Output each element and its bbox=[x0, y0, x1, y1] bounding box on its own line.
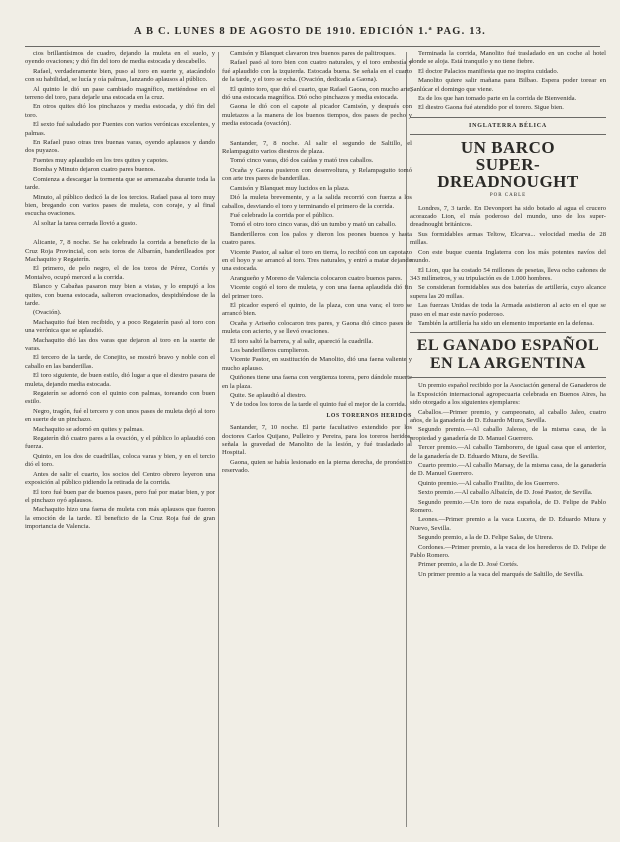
paragraph: Camisón y Blanquet muy lucidos en la plaza. bbox=[230, 184, 350, 192]
paragraph: Y de todos los toros de la tarde el quinto fué el mejor de la corrida. bbox=[230, 401, 407, 409]
paragraph: Se consideran formidables sus dos baterías de artillería, cuyo alcance supera las 20 millas. bbox=[410, 284, 606, 300]
paragraph: Machaquito se adornó en quites y palmas. bbox=[33, 425, 144, 433]
paragraph: Gaona, quien se había lesionado en la pierna derecha, de pronóstico reservado. bbox=[222, 458, 412, 475]
paragraph: Santander, 7, 8 noche. Al salir el segundo de Saltillo, el Relampaguito varios diestros de plaza. bbox=[222, 139, 412, 156]
paragraph: Cuarto premio.—Al caballo Marsay, de la misma casa, de la ganadería de D. Manuel Guerrero. bbox=[410, 462, 606, 478]
paragraph: Segundo premio.—Al caballo Jaleoso, de la misma casa, de la propiedad y ganadería de D. Manuel Guerrero. bbox=[410, 426, 606, 442]
paragraph: Manolito quiere salir mañana para Bilbao. Espera poder torear en Sanlúcar el domingo que viene. bbox=[410, 77, 606, 93]
paragraph: Dió la muleta brevemente, y a la salida recorrió con fuerza a los caballos, desviando el toro y terminando el primero de la corrida. bbox=[222, 194, 412, 210]
column-2 bbox=[222, 50, 412, 830]
paragraph: Tomó el otro toro cinco varas, dió un tumbo y mató un caballo. bbox=[230, 221, 397, 229]
paragraph: También la artillería ha sido un elemento importante en la defensa. bbox=[418, 319, 594, 327]
paragraph: Tercer premio.—Al caballo Tamborero, de igual casa que el anterior, de la ganadería de D. Eduardo Miura, de Sevilla. bbox=[410, 444, 606, 460]
paragraph: Vicente Pastor, al saltar el toro en tierra, lo recibió con un capotazo en el hoyo y se arrancó al toro. Tres naturales, y entró a matar dejando una estocada. bbox=[222, 248, 412, 273]
paragraph: Vicente Pastor, en sustitución de Manolito, dió una faena valiente y mucho aplauso. bbox=[222, 356, 412, 372]
section-rule bbox=[410, 117, 606, 118]
column-1 bbox=[25, 50, 215, 830]
paragraph: Sexto premio.—Al caballo Albaicín, de D. José Pastor, de Sevilla. bbox=[418, 489, 593, 497]
paragraph: Bomba y Minuto dejaron cuatro pares buenos. bbox=[33, 166, 156, 174]
paragraph: Rafael pasó al toro bien con cuatro naturales, y el toro embestía y fué aplaudido con la izquierda. Estocada buena. Se señala en el cuarto de la tarde, y el toro se echa. (Ovación, dedicada a Gaona). bbox=[222, 59, 412, 84]
paragraph: Un primer premio a la vaca del marqués de Saltillo, de Sevilla. bbox=[418, 570, 584, 578]
paragraph: En otros quites dió los pinchazos y media estocada, y dió fin del toro. bbox=[25, 103, 215, 119]
paragraph: Los banderilleros cumplieron. bbox=[230, 347, 310, 354]
paragraph: (Ovación). bbox=[33, 309, 62, 317]
paragraph: Machaquito dió las dos varas que dejaron al toro en la suerte de varas. bbox=[25, 336, 215, 352]
paragraph: Londres, 7, 3 tarde. En Devonport ha sido botado al agua el crucero acorazado Lion, el más poderoso del mundo, uno de los super-dreadnought británicos. bbox=[410, 204, 606, 229]
paragraph: Tomó cinco varas, dió dos caídas y mató tres caballos. bbox=[230, 157, 374, 165]
paragraph: Blanco y Cabañas pasaron muy bien a vistas, y lo empujó a los quites, con buena estocada, salieron ovacionados, despidiéndose de la tarde. bbox=[25, 283, 215, 307]
paragraph: Al quinto le dió un pase cambiado magnífico, metiéndose en el terreno del toro, para dejarle una estocada en la cruz. bbox=[25, 85, 215, 102]
paragraph: Quinto premio.—Al caballo Frailito, de los Guerrero. bbox=[418, 479, 560, 487]
byline: POR CABLE bbox=[489, 193, 527, 199]
paragraph: El diestro Gaona fué atendido por el torero. Sigue bien. bbox=[418, 104, 564, 112]
section-kicker: INGLATERRA BÉLICA bbox=[468, 122, 547, 129]
section-rule bbox=[410, 134, 606, 135]
paragraph: El toro fué buen par de buenos pases, pero fué por matar bien, y por el pinchazo oyó aplausos. bbox=[25, 488, 215, 504]
paragraph: Antes de salir el cuarto, los socios del Centro obrero leyeron una exposición al público pidiendo la retirada de la corrida. bbox=[25, 470, 215, 487]
paragraph: Las fuerzas Unidas de toda la Armada asistieron al acto en el que se puso en el mar este navío poderoso. bbox=[410, 302, 606, 318]
paragraph: Santander, 7, 10 noche. El parte facultativo extendido por los doctores Carlos Quijano, Pulleiro y Pereira, para los toreros heridos, señala la gravedad de Manolito de la lesión, y fué trasladado al Hospital. bbox=[222, 424, 412, 457]
paragraph: El doctor Palacios manifiesta que no inspira cuidado. bbox=[418, 67, 559, 75]
paragraph: Sus formidables armas Teltow, Elcarva... velocidad media de 28 millas. bbox=[410, 230, 606, 247]
paragraph: Quiñones tiene una faena con vergüenza torera, pero dándole muerte en la plaza. bbox=[222, 374, 412, 390]
headline: EL GANADO ESPAÑOL EN LA ARGENTINA bbox=[416, 337, 600, 373]
section-rule bbox=[410, 332, 606, 333]
paragraph: Terminada la corrida, Manolito fué trasladado en un coche al hotel donde se aloja. Está tranquilo y no tiene fiebre. bbox=[410, 50, 606, 66]
paragraph: Primer premio, a la de D. José Cortés. bbox=[418, 561, 519, 569]
paragraph: Negro, tragón, fué el tercero y con unos pases de muleta dejó al toro en suerte de un pinchazo. bbox=[25, 407, 215, 424]
header-rule bbox=[25, 46, 600, 47]
paragraph: El toro saltó la barrera, y al salir, apareció la cuadrilla. bbox=[230, 337, 374, 345]
paragraph: Fué celebrado la corrida por el público. bbox=[230, 211, 334, 219]
paragraph: Segundo premio, a la de D. Felipe Salas, de Utrera. bbox=[418, 534, 554, 542]
paragraph: Machaquito fué bien recibido, y a poco Regaterín pasó al toro con una verónica que se aplaudió. bbox=[25, 318, 215, 335]
paragraph: Leones.—Primer premio a la vaca Lucera, de D. Eduardo Miura y Nuevo, Sevilla. bbox=[410, 516, 606, 532]
paragraph: El Lion, que ha costado 54 millones de pesetas, lleva ocho cañones de 343 milímetros, y su tripulación es de 1.000 hombres. bbox=[410, 266, 606, 282]
section-subheading: LOS TORERNOS HERIDOS bbox=[326, 412, 412, 419]
paragraph: Quite. Se aplaudió al diestro. bbox=[230, 392, 307, 400]
paragraph: El tercero de la tarde, de Conejito, se mostró bravo y noble con el caballo en las banderillas. bbox=[25, 354, 215, 370]
paragraph: Minuto, al público dedicó la de los tercios. Rafael pasa al toro muy bien, bregando con varios pases de muleta, con coraje, y al final escucha ovaciones. bbox=[25, 193, 215, 218]
paragraph: Alicante, 7, 8 noche. Se ha celebrado la corrida a beneficio de la Cruz Roja Provincial, con seis toros de Albarrán, banderilleados por Machaquito y Regaterín. bbox=[25, 239, 215, 263]
paragraph: Al soltar la tarea cerrada llovió a gusto. bbox=[33, 219, 137, 227]
paragraph: Caballos.—Primer premio, y campeonato, al caballo Jaleo, cuatro años, de la ganadería de D. Eduardo Miura, Sevilla. bbox=[410, 408, 606, 424]
paragraph: Regaterín dió cuatro pares a la ovación, y el público lo aplaudió con fuerza. bbox=[25, 435, 215, 451]
paragraph: El quinto toro, que dió el cuarto, que Rafael Gaona, con mucho arte, dió una estocada magnífica. Dió ocho pinchazos y media estocada. bbox=[222, 85, 412, 102]
paragraph: Rafael, verdaderamente bien, puso al toro en suerte y, atacándolo con su habilidad, se lucía y oía palmas, lanzando aplausos al público. bbox=[25, 67, 215, 84]
paragraph: Arangueño y Moreno de Valencia colocaron cuatro buenos pares. bbox=[230, 274, 403, 282]
paragraph: Con este buque cuenta Inglaterra con los más potentes navíos del mundo. bbox=[410, 248, 606, 265]
paragraph: Regaterín se adornó con el quinto con palmas, toreando con buen estilo. bbox=[25, 390, 215, 406]
paragraph: Fuentes muy aplaudido en los tres quites y capotes. bbox=[33, 156, 169, 164]
paragraph: Es de los que han tomado parte en la corrida de Bienvenida. bbox=[418, 95, 577, 103]
spacer bbox=[25, 229, 215, 239]
paragraph: Ocaña y Gaona pusieron con desenvoltura, y Relampaguito tomó con arte tres pares de banderillas. bbox=[222, 166, 412, 183]
paragraph: Camisón y Blanquet clavaron tres buenos pares de palitroques. bbox=[230, 50, 396, 57]
paragraph: El primero, de pelo negro, el de los toros de Pérez, Cortés y Montalvo, ocupó merced a la corrida. bbox=[25, 265, 215, 281]
headline-line-1: UN BARCO bbox=[460, 138, 556, 158]
paragraph: El toro siguiente, de buen estilo, dió lugar a que el diestro pasara de muleta, dejando media estocada. bbox=[25, 372, 215, 388]
column-3 bbox=[410, 50, 606, 830]
paragraph: El picador esperó el quinto, de la plaza, con una vara; el toro se arrancó bien. bbox=[222, 301, 412, 318]
section-rule bbox=[410, 377, 606, 378]
paragraph: En Rafael puso otras tres buenas varas, oyendo aplausos y dando dos puyazos. bbox=[25, 139, 215, 155]
paragraph: Quinto, en los dos de cuadrillas, coloca varas y bien, y en el tercio dió el toro. bbox=[25, 452, 215, 469]
paragraph: El sexto fué saludado por Fuentes con varios verónicas excelentes, y palmas. bbox=[25, 121, 215, 137]
paragraph: Comienza a descargar la tormenta que se amenazaba durante toda la tarde. bbox=[25, 175, 215, 192]
paragraph: Ocaña y Ariseño colocaron tres pares, y Gaona dió cinco pases de muleta con acierto, y se llevó ovaciones. bbox=[222, 319, 412, 336]
paragraph: Machaquito hizo una faena de muleta con más aplausos que fueron la emoción de la tarde. El beneficio de la Cruz Roja fué de gran importancia de Valencia. bbox=[25, 506, 215, 531]
page-header: A B C. LUNES 8 DE AGOSTO DE 1910. EDICIÓN 1.ª PAG. 13. bbox=[134, 26, 486, 37]
spacer bbox=[222, 130, 412, 140]
paragraph: Un premio español recibido por la Asociación general de Ganaderos de la Exposición internacional agropecuaria celebrada en Buenos Aires, ha sido otorgado a los siguientes ejemplares: bbox=[410, 382, 606, 407]
paragraph: Vicente cogió el toro de muleta, y con una faena aplaudida dió fin del primer toro. bbox=[222, 284, 412, 300]
paragraph: Cordones.—Primer premio, a la vaca de los herederos de D. Felipe de Pablo Romero. bbox=[410, 543, 606, 560]
headline-line-2: SUPER-DREADNOUGHT bbox=[437, 155, 579, 192]
paragraph: cios brillantísimos de cuadro, dejando la muleta en el suelo, y oyendo ovaciones; y dió fin del toro de media estocada y descabello. bbox=[25, 50, 215, 66]
paragraph: Banderilleros con los palos y dieron los peones buenos y hasta cuatro pares. bbox=[222, 230, 412, 247]
column-divider bbox=[218, 52, 219, 827]
paragraph: Gaona le dió con el capote al picador Camisón, y después con muletazos a la manera de los buenos tiempos, dos pases de pecho y media estocada (ovación). bbox=[222, 103, 412, 128]
paragraph: Segundo premio.—Un toro de raza española, de D. Felipe de Pablo Romero. bbox=[410, 498, 606, 515]
